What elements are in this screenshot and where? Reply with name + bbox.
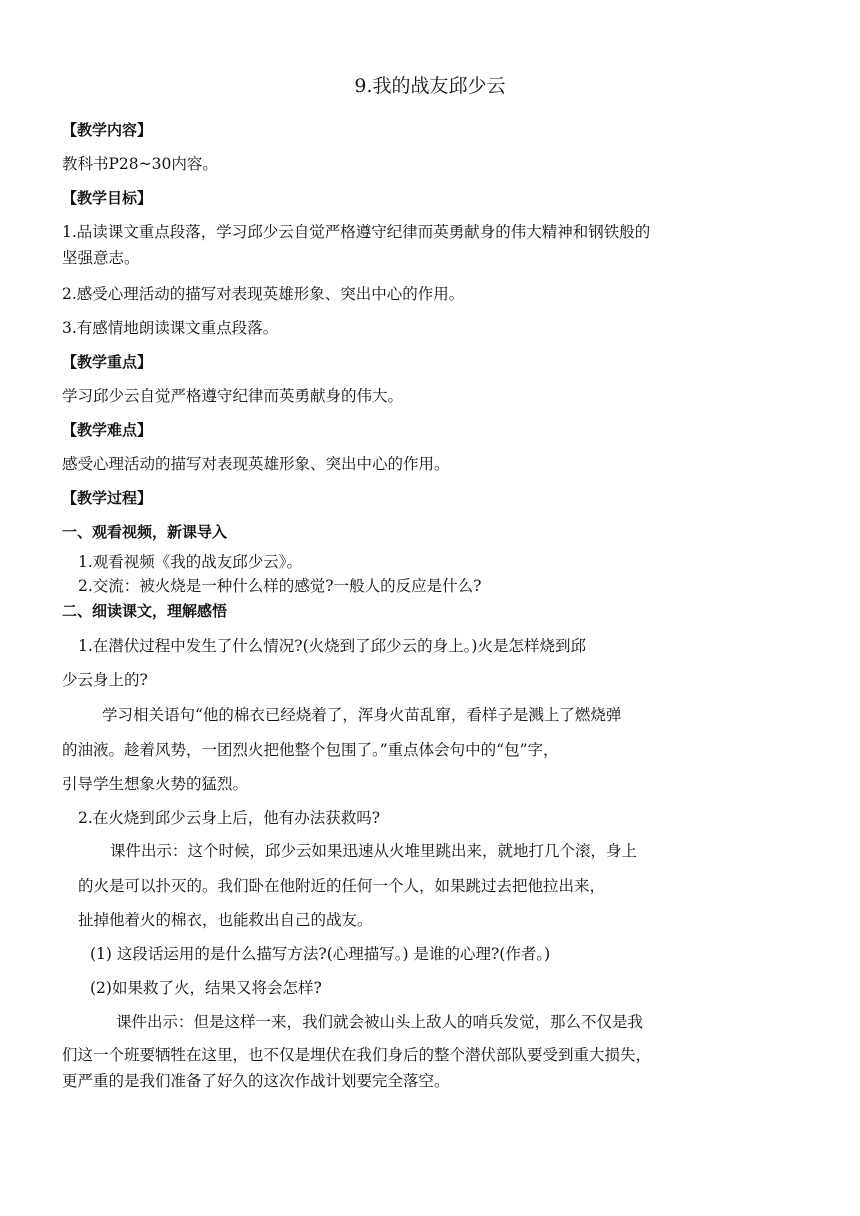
courseware-1-line-3: 扯掉他着火的棉衣，也能救出自己的战友。 bbox=[78, 911, 373, 929]
courseware-1-line-2: 的火是可以扑灭的。我们卧在他附近的任何一个人，如果跳过去把他拉出来， bbox=[78, 877, 606, 895]
part-2-item-2: 2.在火烧到邱少云身上后，他有办法获救吗? bbox=[78, 809, 381, 827]
section-heading-process: 【教学过程】 bbox=[62, 489, 153, 507]
sub-question-1: (1) 这段话运用的是什么描写方法?(心理描写。) 是谁的心理?(作者。) bbox=[90, 945, 551, 963]
quote-line-3: 引导学生想象火势的猛烈。 bbox=[62, 775, 249, 793]
part-1-heading: 一、观看视频，新课导入 bbox=[62, 523, 228, 541]
difficulty-text: 感受心理活动的描写对表现英雄形象、突出中心的作用。 bbox=[62, 455, 450, 473]
courseware-2-line-2: 们这一个班要牺牲在这里，也不仅是埋伏在我们身后的整个潜伏部队要受到重大损失， bbox=[62, 1046, 652, 1064]
part-1-item-1: 1.观看视频《我的战友邱少云》。 bbox=[78, 553, 303, 571]
part-2-item-1-line-1: 1.在潜伏过程中发生了什么情况?(火烧到了邱少云的身上。)火是怎样烧到邱 bbox=[78, 637, 586, 655]
page-title: 9.我的战友邱少云 bbox=[354, 75, 506, 97]
sub-question-2: (2)如果救了火，结果又将会怎样? bbox=[90, 979, 322, 997]
part-2-item-1-line-2: 少云身上的? bbox=[62, 671, 148, 689]
goal-2: 2.感受心理活动的描写对表现英雄形象、突出中心的作用。 bbox=[62, 285, 465, 303]
content-text: 教科书P28~30内容。 bbox=[62, 155, 218, 173]
quote-line-2: 的油液。趁着风势，一团烈火把他整个包围了。”重点体会句中的“包”字， bbox=[62, 741, 559, 759]
quote-line-1: 学习相关语句“他的棉衣已经烧着了，浑身火苗乱窜，看样子是溅上了燃烧弹 bbox=[102, 706, 622, 724]
section-heading-content: 【教学内容】 bbox=[62, 121, 153, 139]
section-heading-difficulty: 【教学难点】 bbox=[62, 421, 153, 439]
goal-1-line-2: 坚强意志。 bbox=[62, 249, 140, 267]
key-point-text: 学习邱少云自觉严格遵守纪律而英勇献身的伟大。 bbox=[62, 387, 404, 405]
part-1-item-2: 2.交流：被火烧是一种什么样的感觉?一般人的反应是什么? bbox=[78, 577, 482, 595]
part-2-heading: 二、细读课文，理解感悟 bbox=[62, 602, 228, 620]
goal-3: 3.有感情地朗读课文重点段落。 bbox=[62, 319, 279, 337]
section-heading-goals: 【教学目标】 bbox=[62, 189, 153, 207]
courseware-2-line-3: 更严重的是我们准备了好久的这次作战计划要完全落空。 bbox=[62, 1072, 450, 1090]
goal-1-line-1: 1.品读课文重点段落，学习邱少云自觉严格遵守纪律而英勇献身的伟大精神和钢铁般的 bbox=[62, 223, 651, 241]
courseware-2-line-1: 课件出示：但是这样一来，我们就会被山头上敌人的哨兵发觉，那么不仅是我 bbox=[116, 1013, 644, 1031]
section-heading-key-point: 【教学重点】 bbox=[62, 353, 153, 371]
courseware-1-line-1: 课件出示：这个时候，邱少云如果迅速从火堆里跳出来，就地打几个滚，身上 bbox=[110, 842, 638, 860]
